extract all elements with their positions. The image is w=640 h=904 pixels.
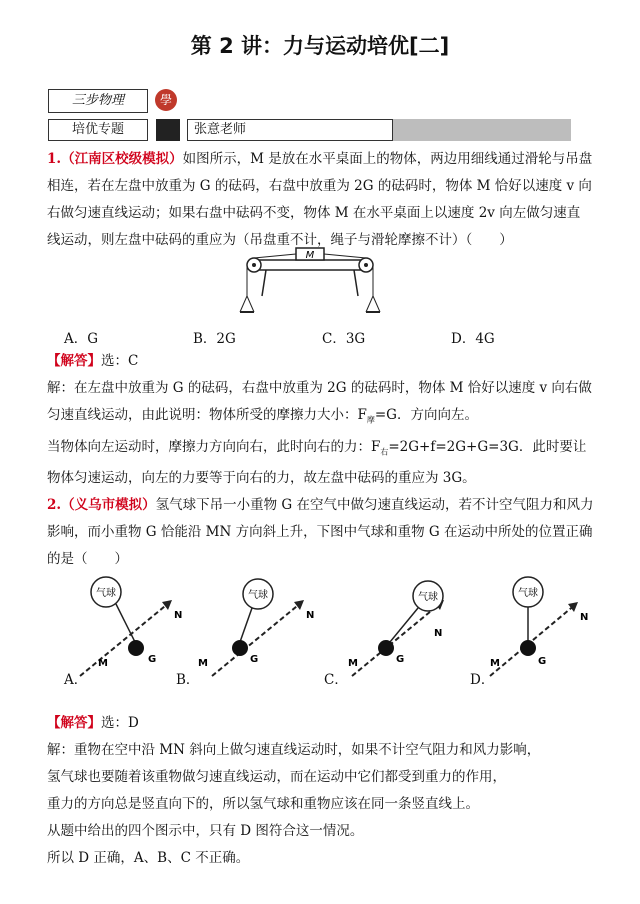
q2-answer: 选：D	[101, 715, 139, 731]
q1-line3: 右做匀速直线运动；如果右盘中砝码不变，物体 M 在水平桌面上以速度 2v 向左做匀速直	[47, 205, 581, 221]
q2-text	[47, 492, 595, 573]
balloon-label: 气球	[518, 588, 538, 599]
balloon-label: 气球	[248, 590, 268, 601]
teacher-box	[187, 119, 393, 141]
q2-fig-letter-c: C．	[324, 672, 348, 688]
q1-solution	[47, 348, 595, 492]
q1-source: （江南区校级模拟）	[61, 151, 183, 167]
q1-sol4: 物体匀速运动，向左的力要等于向右的力，故左盘中砝码的重应为 3G。	[47, 470, 476, 487]
q1-option-b: B．2G	[193, 331, 236, 347]
q2-sol2: 氢气球也要随着该重物做匀速直线运动，而在运动中它们都受到重力的作用，	[47, 769, 506, 785]
n-label: N	[580, 612, 589, 623]
q2-sol1: 解：重物在空中沿 MN 斜向上做匀速直线运动时，如果不计空气阻力和风力影响，	[47, 742, 541, 758]
block-m-label: M	[305, 250, 315, 261]
n-label: N	[306, 610, 315, 621]
q1-answer: 选：C	[101, 353, 139, 369]
q1-sol3-end: =2G+f=2G+G=3G．此时要让	[388, 438, 587, 455]
q1-number: 1.	[47, 151, 62, 167]
g-label: G	[250, 654, 259, 665]
q2-number: 2.	[47, 497, 62, 513]
q1-option-a: A．G	[64, 331, 99, 347]
brand-box	[48, 89, 148, 113]
brand-badge	[155, 89, 177, 111]
q2-solution	[47, 710, 595, 872]
q1-line2: 相连，若在左盘中放重为 G 的砝码，右盘中放重为 2G 的砝码时，物体 M 恰好以速度 v 向	[47, 178, 592, 194]
q1-sol3-sub: 右	[380, 447, 389, 457]
m-label: M	[490, 658, 500, 669]
q1-sol1: 解：在左盘中放重为 G 的砝码，右盘中放重为 2G 的砝码时，物体 M 恰好以速度 v 向右做	[47, 380, 592, 396]
m-label: M	[198, 658, 208, 669]
q2-sol4: 从题中给出的四个图示中，只有 D 图符合这一情况。	[47, 823, 364, 839]
q1-line1: 如图所示，M 是放在水平桌面上的物体，两边用细线通过滑轮与吊盘	[182, 151, 593, 167]
q1-line4: 线运动，则左盘中砝码的重应为（吊盘重不计，绳子与滑轮摩擦不计）（ ）	[47, 232, 513, 248]
m-label: M	[348, 658, 358, 669]
brand-label: 三步物理	[71, 93, 124, 108]
q1-sol2-sub: 摩	[366, 415, 375, 425]
q1-answer-tag: 【解答】	[47, 353, 101, 369]
badge-text: 學	[159, 93, 172, 107]
topic-label: 培优专题	[71, 122, 124, 137]
q2-figure-c	[336, 574, 456, 684]
n-label: N	[434, 628, 443, 639]
teacher-label: 张意老师	[194, 122, 247, 137]
balloon-label: 气球	[96, 588, 116, 599]
q1-option-d: D．4G	[451, 331, 495, 347]
g-label: G	[538, 656, 547, 667]
q1-figure	[240, 246, 380, 320]
q2-sol3: 重力的方向总是竖直向下的，所以氢气球和重物应该在同一条竖直线上。	[47, 796, 479, 812]
topic-box	[48, 119, 148, 141]
header-gray-bar	[393, 119, 571, 141]
m-label: M	[98, 658, 108, 669]
q2-fig-letter-a: A．	[64, 672, 88, 688]
q2-figure-b	[196, 574, 316, 684]
header-black-block	[156, 119, 180, 141]
q2-source: （义乌市模拟）	[61, 497, 156, 513]
q1-option-c: C．3G	[322, 331, 366, 347]
q2-fig-letter-b: B．	[176, 672, 200, 688]
page-title: 第 2 讲：力与运动培优[二]	[190, 34, 450, 58]
q2-fig-letter-d: D．	[470, 672, 495, 688]
g-label: G	[396, 654, 405, 665]
q2-line1: 氢气球下吊一小重物 G 在空气中做匀速直线运动，若不计空气阻力和风力	[155, 497, 594, 513]
q1-sol2: 匀速直线运动，由此说明：物体所受的摩擦力大小：F	[47, 407, 367, 423]
q2-line2: 影响，而小重物 G 恰能沿 MN 方向斜上升，下图中气球和重物 G 在运动中所处的位置正确	[47, 524, 593, 540]
n-label: N	[174, 610, 183, 621]
q1-sol3: 当物体向左运动时，摩擦力方向向右，此时向右的力：F	[47, 438, 381, 455]
q2-sol5: 所以 D 正确，A、B、C 不正确。	[47, 850, 250, 866]
balloon-label: 气球	[418, 592, 438, 603]
q2-line3: 的是（ ）	[47, 551, 128, 567]
g-label: G	[148, 654, 157, 665]
q1-text	[47, 146, 595, 254]
q1-sol2-end: =G．方向向左。	[374, 407, 478, 423]
q2-answer-tag: 【解答】	[47, 715, 101, 731]
